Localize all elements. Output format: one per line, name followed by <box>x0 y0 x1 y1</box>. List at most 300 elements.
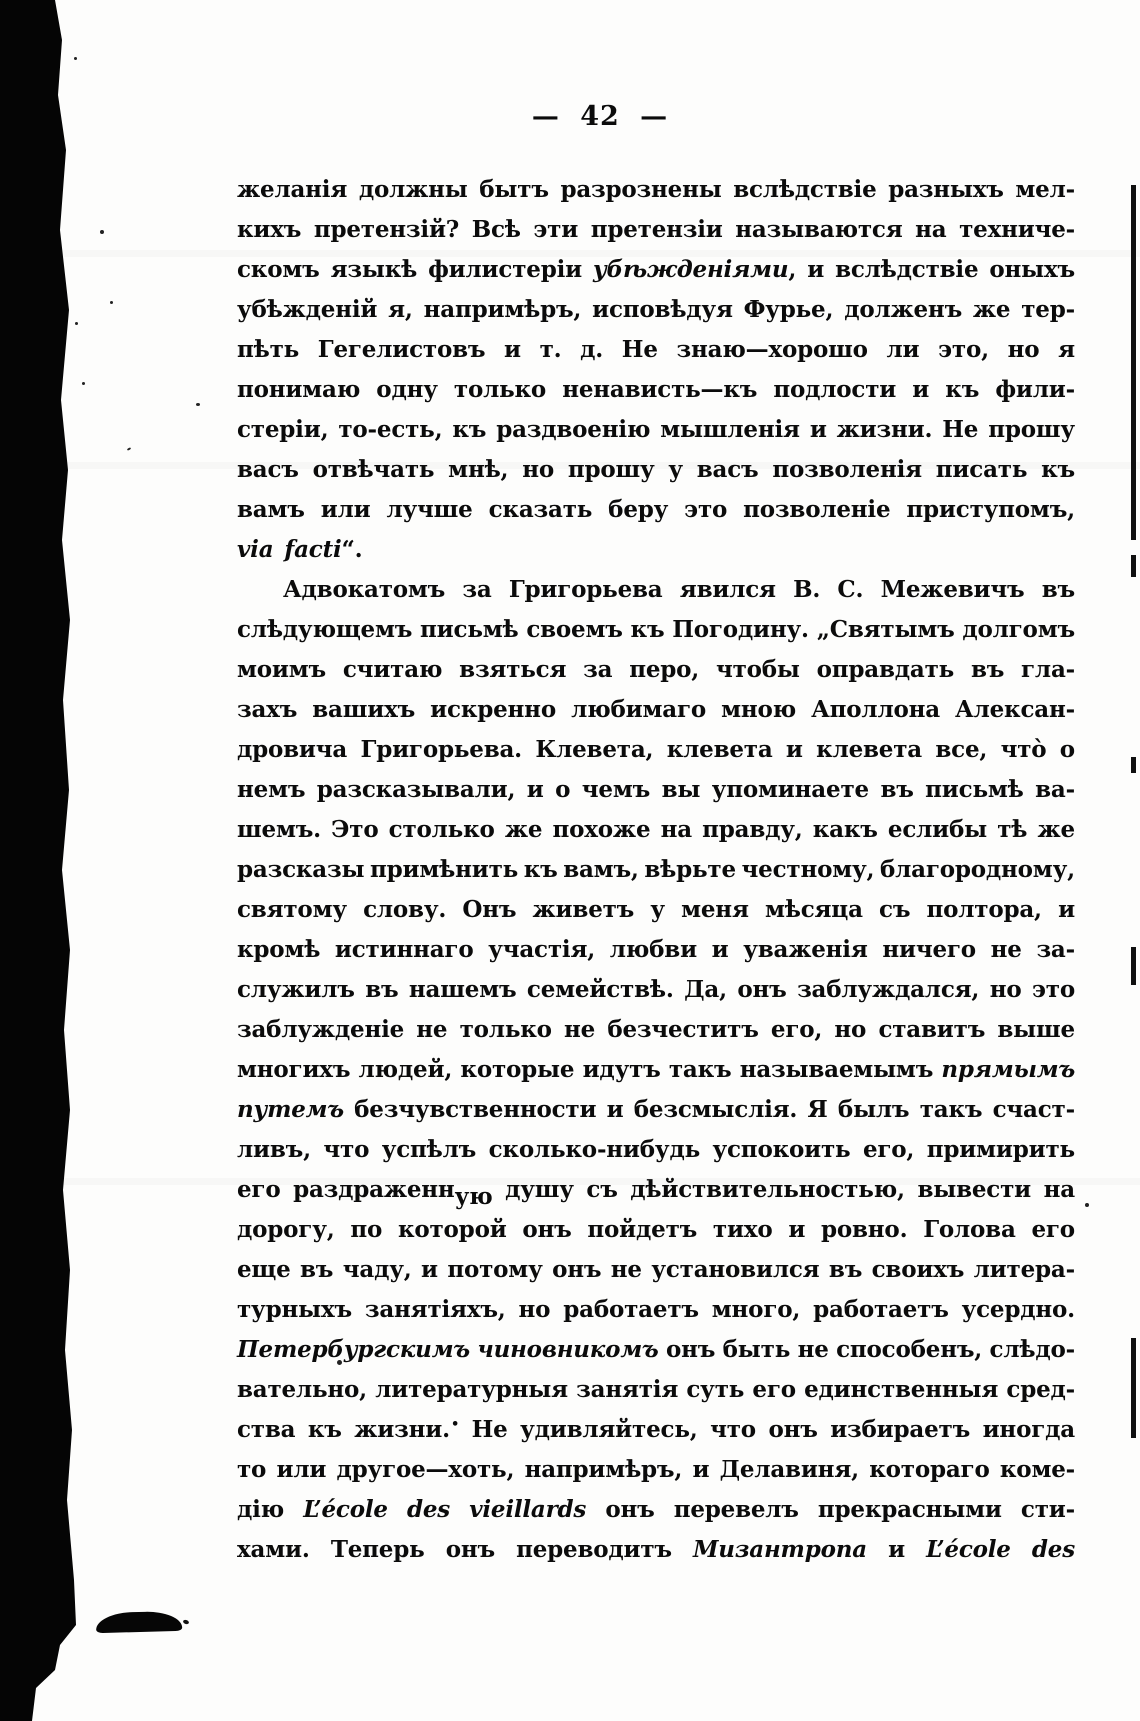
word: Онъ <box>462 896 517 923</box>
word: это, <box>938 336 989 363</box>
text-line <box>237 530 1075 570</box>
word: и <box>888 1536 905 1563</box>
word: кихъ <box>237 216 302 243</box>
word: способенъ, <box>836 1336 983 1363</box>
ink-blob-artifact <box>96 1611 182 1633</box>
word: des <box>406 1496 451 1523</box>
word: des <box>1031 1536 1075 1563</box>
word: и <box>809 416 827 443</box>
text-line <box>237 770 1075 810</box>
word: раздраженную <box>293 1176 493 1210</box>
word: немъ <box>237 776 306 803</box>
word: Не <box>621 336 658 363</box>
word: мел- <box>1015 176 1075 203</box>
word: истиннаго <box>334 936 474 963</box>
speck-artifact <box>100 230 104 234</box>
word: и <box>807 256 825 283</box>
word: въ <box>365 976 399 1003</box>
word: одну <box>376 376 438 403</box>
text-line <box>237 1250 1075 1290</box>
word: Аполлона <box>811 696 940 723</box>
word: vieillards <box>469 1496 587 1523</box>
word: взяться <box>459 656 567 683</box>
word: сти- <box>1020 1496 1075 1523</box>
word: но <box>522 456 554 483</box>
word: мѣсяца <box>764 896 863 923</box>
word: исповѣдуя <box>592 296 733 323</box>
word: занятія <box>576 1376 679 1403</box>
word: оправдать <box>816 656 955 683</box>
word: въ <box>880 776 914 803</box>
word: напримѣръ, <box>524 1456 683 1483</box>
text-block <box>237 170 1075 1570</box>
word: дѣйствительностью, <box>630 1176 905 1203</box>
word: моимъ <box>237 656 327 683</box>
word: своемъ <box>526 616 623 643</box>
text-line <box>237 1410 1075 1450</box>
word: служилъ <box>237 976 355 1003</box>
word: уваженія <box>743 936 868 963</box>
word: о <box>1059 736 1075 763</box>
word: С. <box>837 576 864 603</box>
word: и <box>526 776 544 803</box>
word: Теперь <box>330 1536 425 1563</box>
word: и <box>1058 896 1075 923</box>
word: своихъ <box>871 1256 965 1283</box>
page-edge-line <box>1131 947 1136 985</box>
text-line <box>237 210 1075 250</box>
word: но <box>989 976 1022 1003</box>
word: литера- <box>973 1256 1075 1283</box>
word: не <box>990 936 1022 963</box>
word: участія, <box>488 936 596 963</box>
word: эти <box>533 216 579 243</box>
word: пѣть <box>237 336 300 363</box>
word: такъ <box>668 1056 732 1083</box>
binding-shadow-bar <box>0 0 80 1721</box>
word: чаду, <box>342 1256 412 1283</box>
word: техниче- <box>959 216 1075 243</box>
word: то-есть, <box>338 416 443 443</box>
text-line <box>237 250 1075 290</box>
word: къ <box>1041 456 1075 483</box>
speck-artifact <box>127 447 131 451</box>
word: разсказывали, <box>316 776 516 803</box>
word: вы <box>661 776 701 803</box>
word: беру <box>608 496 669 523</box>
word: примѣнить <box>369 856 519 883</box>
text-line <box>237 970 1075 1010</box>
word: разсказы <box>237 856 365 883</box>
word: не <box>797 1336 829 1363</box>
word: отвѣчать <box>312 456 435 483</box>
word: понимаю <box>237 376 361 403</box>
word: онъ <box>768 1416 818 1443</box>
word: не <box>564 1016 596 1043</box>
word: пойдетъ <box>587 1216 698 1243</box>
word: вашихъ <box>312 696 416 723</box>
word: на <box>915 216 947 243</box>
text-line <box>237 170 1075 210</box>
word: удивляйтесь, <box>520 1416 698 1443</box>
word: онъ <box>665 1336 716 1363</box>
word: via <box>237 536 274 563</box>
word: только <box>459 1016 552 1043</box>
text-line <box>237 1330 1075 1370</box>
text-line <box>237 850 1075 890</box>
text-line <box>237 890 1075 930</box>
word: чтò <box>1000 736 1047 763</box>
word: гла- <box>1021 656 1075 683</box>
word: иногда <box>982 1416 1075 1443</box>
word: безчувственности <box>354 1096 597 1123</box>
text-line <box>237 1290 1075 1330</box>
word: единственныя <box>804 1376 999 1403</box>
word: клевета <box>666 736 773 763</box>
word: вслѣдствіе <box>835 256 979 283</box>
word: же <box>972 296 1011 323</box>
word: у <box>668 456 683 483</box>
word: къ <box>945 376 980 403</box>
word: прошу <box>567 456 655 483</box>
word: оныхъ <box>989 256 1075 283</box>
word: нашемъ <box>408 976 517 1003</box>
word: чиновникомъ <box>477 1336 659 1363</box>
speck-artifact <box>74 57 77 60</box>
word: дорогу, <box>237 1216 335 1243</box>
word: Клевета, <box>535 736 654 763</box>
word: въ <box>1041 576 1075 603</box>
text-line <box>237 370 1075 410</box>
word: ровно. <box>820 1216 908 1243</box>
word: по <box>350 1216 383 1243</box>
word: вательно, <box>237 1376 367 1403</box>
word: позволенія <box>772 456 922 483</box>
word: дію <box>237 1496 285 1523</box>
word: не <box>610 1256 642 1283</box>
word: успѣлъ <box>381 1136 477 1163</box>
text-line <box>237 410 1075 450</box>
word: Адвокатомъ <box>283 576 446 603</box>
word: Не <box>942 416 979 443</box>
word: въ <box>970 656 1005 683</box>
word: языкѣ <box>330 256 418 283</box>
word: L’école <box>303 1496 388 1523</box>
speck-artifact <box>1085 1203 1089 1207</box>
word: людей, <box>358 1056 453 1083</box>
word: идутъ <box>582 1056 661 1083</box>
word: васъ <box>696 456 759 483</box>
word: напримѣръ, <box>423 296 582 323</box>
word: скомъ <box>237 256 320 283</box>
word: сказать <box>488 496 593 523</box>
word: тѣ <box>997 816 1028 843</box>
text-line <box>237 610 1075 650</box>
text-line <box>237 730 1075 770</box>
word: ли <box>886 336 920 363</box>
word: былъ <box>837 1096 910 1123</box>
word: ливъ, <box>237 1136 311 1163</box>
word: заблуждался, <box>797 976 980 1003</box>
word: турныхъ <box>237 1296 352 1323</box>
ink-blob-artifact <box>182 1619 189 1625</box>
word: честному, <box>741 856 875 883</box>
word: Да, <box>684 976 727 1003</box>
word: чемъ <box>581 776 651 803</box>
word: вывести <box>917 1176 1032 1203</box>
word: Погодину. <box>672 616 809 643</box>
word: котораго <box>869 1456 990 1483</box>
word: прекрасными <box>817 1496 1002 1523</box>
word: мышленія <box>660 416 800 443</box>
word: семействѣ. <box>526 976 674 1003</box>
text-line <box>237 1010 1075 1050</box>
page-edge-line <box>1131 555 1136 577</box>
word: за <box>462 576 492 603</box>
word: его <box>237 1176 281 1203</box>
word: и <box>504 336 521 363</box>
word: много, <box>711 1296 801 1323</box>
word: упоминаете <box>711 776 869 803</box>
word: правду, <box>702 816 803 843</box>
word: въ <box>828 1256 863 1283</box>
word: любви <box>609 936 697 963</box>
footnote-mark: • <box>450 1417 460 1432</box>
word: но <box>518 1296 551 1323</box>
word: долгомъ <box>962 616 1075 643</box>
word: вѣрьте <box>644 856 736 883</box>
word: съ <box>586 1176 618 1203</box>
word: о <box>555 776 571 803</box>
word: жизни.• <box>354 1416 460 1443</box>
word: знаю—хорошо <box>676 336 868 363</box>
word: установился <box>651 1256 820 1283</box>
word: и <box>912 376 930 403</box>
word: ничего <box>882 936 976 963</box>
word: Не <box>471 1416 508 1443</box>
word: не <box>416 1016 448 1043</box>
word: ненависть—къ <box>562 376 758 403</box>
word: прямымъ <box>941 1056 1075 1083</box>
speck-artifact <box>196 403 200 406</box>
word: явился <box>679 576 776 603</box>
text-line <box>237 1090 1075 1130</box>
word: считаю <box>342 656 443 683</box>
word: письмѣ <box>420 616 519 643</box>
word: мною <box>721 696 797 723</box>
word: Всѣ <box>471 216 521 243</box>
word: писать <box>935 456 1028 483</box>
word: и <box>788 1216 806 1243</box>
word: это <box>684 496 728 523</box>
word: и <box>421 1256 438 1283</box>
word: Голова <box>923 1216 1016 1243</box>
text-line <box>237 1370 1075 1410</box>
word: желанія <box>237 176 348 203</box>
word: его <box>1031 1216 1075 1243</box>
text-line <box>237 570 1075 610</box>
word: выше <box>997 1016 1075 1043</box>
word: претензіи <box>590 216 723 243</box>
word: называемымъ <box>739 1056 934 1083</box>
word: похоже <box>552 816 651 843</box>
word: онъ <box>445 1536 495 1563</box>
page-edge-line <box>1131 757 1136 773</box>
word: но <box>834 1016 867 1043</box>
word: живетъ <box>532 896 635 923</box>
word: хами. <box>237 1536 310 1563</box>
word: бытъ <box>479 176 549 203</box>
page-number-text: — 42 — <box>531 101 669 132</box>
page-edge-line <box>1131 185 1136 540</box>
word: его, <box>862 1136 915 1163</box>
word: шемъ. <box>237 816 321 843</box>
word: лучше <box>386 496 473 523</box>
text-line <box>237 1530 1075 1570</box>
word: мнѣ, <box>448 456 509 483</box>
word: примирить <box>926 1136 1075 1163</box>
word: слѣдующемъ <box>237 616 413 643</box>
word: что <box>323 1136 370 1163</box>
word: ства <box>237 1416 296 1443</box>
word: „Святымъ <box>816 616 955 643</box>
word: вслѣдствіе <box>733 176 877 203</box>
word: еслибы <box>887 816 988 843</box>
word: заблужденіе <box>237 1016 405 1043</box>
word: стеріи, <box>237 416 329 443</box>
word: жизни. <box>836 416 933 443</box>
text-line <box>237 1050 1075 1090</box>
word: онъ <box>737 976 787 1003</box>
word: все, <box>935 736 988 763</box>
word: какъ <box>812 816 878 843</box>
word: вамъ <box>237 496 305 523</box>
word: усердно. <box>961 1296 1075 1323</box>
word: счаст- <box>992 1096 1075 1123</box>
word: но <box>1007 336 1040 363</box>
text-line <box>237 1450 1075 1490</box>
word: то <box>237 1456 267 1483</box>
word: литературныя <box>375 1376 568 1403</box>
word: сред- <box>1006 1376 1075 1403</box>
word: убѣжденій <box>237 296 378 323</box>
word: еще <box>237 1256 291 1283</box>
word: перо, <box>629 656 700 683</box>
text-line <box>237 1490 1075 1530</box>
word: за <box>583 656 613 683</box>
word: или <box>276 1456 327 1483</box>
speck-artifact <box>82 382 85 385</box>
page-number <box>480 98 720 136</box>
word: претензій? <box>313 216 460 243</box>
word: сколько-нибудь <box>488 1136 700 1163</box>
word: вамъ, <box>563 856 639 883</box>
word: къ <box>523 856 558 883</box>
word: къ <box>307 1416 342 1443</box>
text-line <box>237 810 1075 850</box>
word: я <box>1058 336 1075 363</box>
text-line <box>237 930 1075 970</box>
word: такъ <box>919 1096 983 1123</box>
word: которой <box>397 1216 507 1243</box>
text-line <box>237 1170 1075 1210</box>
word: его, <box>770 1016 823 1043</box>
word: Межевичъ <box>880 576 1025 603</box>
word: работаетъ <box>563 1296 699 1323</box>
word: коме- <box>999 1456 1075 1483</box>
word: прошу <box>988 416 1075 443</box>
word: святому <box>237 896 347 923</box>
text-line <box>237 690 1075 730</box>
word: занятіяхъ, <box>364 1296 506 1323</box>
word: Это <box>331 816 379 843</box>
word: я, <box>388 296 413 323</box>
word: приступомъ, <box>906 496 1075 523</box>
word: успокоить <box>712 1136 851 1163</box>
word: что <box>710 1416 756 1443</box>
word: письмѣ <box>925 776 1024 803</box>
word: убѣжденіями, <box>593 256 797 283</box>
word: фили- <box>995 376 1075 403</box>
word: меня <box>681 896 749 923</box>
word: онъ <box>522 1216 572 1243</box>
word: путемъ <box>237 1096 344 1123</box>
word: чтобы <box>715 656 800 683</box>
word: д. <box>580 336 604 363</box>
word: его <box>752 1376 796 1403</box>
word: многихъ <box>237 1056 351 1083</box>
word: искренно <box>430 696 556 723</box>
word: тихо <box>712 1216 773 1243</box>
word: дровича <box>237 736 348 763</box>
word: избираетъ <box>830 1416 971 1443</box>
word: суть <box>686 1376 745 1403</box>
word: же <box>1037 816 1075 843</box>
word: Делавиня, <box>719 1456 859 1483</box>
text-line <box>237 450 1075 490</box>
word: у <box>650 896 665 923</box>
word: и <box>785 736 803 763</box>
word: только <box>453 376 547 403</box>
word: быть <box>722 1336 791 1363</box>
text-line <box>237 490 1075 530</box>
word: къ <box>630 616 665 643</box>
word: разныхъ <box>888 176 1004 203</box>
word: работаетъ <box>813 1296 949 1323</box>
word: перевелъ <box>673 1496 799 1523</box>
word: ва- <box>1035 776 1075 803</box>
word: долженъ <box>844 296 963 323</box>
page-edge-line <box>1131 1338 1136 1438</box>
word: Гегелистовъ <box>317 336 486 363</box>
word: клевета <box>816 736 922 763</box>
word: другое—хоть, <box>336 1456 515 1483</box>
text-line <box>237 650 1075 690</box>
word: безсмыслія. <box>633 1096 798 1123</box>
word: безчеститъ <box>607 1016 759 1043</box>
word: филистеріи <box>428 256 582 283</box>
word: съ <box>879 896 911 923</box>
word: ставитъ <box>878 1016 986 1043</box>
word: кромѣ <box>237 936 321 963</box>
word: Петербургскимъ <box>237 1336 470 1363</box>
word: и <box>606 1096 624 1123</box>
word: или <box>320 496 371 523</box>
text-line <box>237 330 1075 370</box>
word: и <box>711 936 729 963</box>
word: Фурье, <box>743 296 834 323</box>
word: слову. <box>363 896 447 923</box>
